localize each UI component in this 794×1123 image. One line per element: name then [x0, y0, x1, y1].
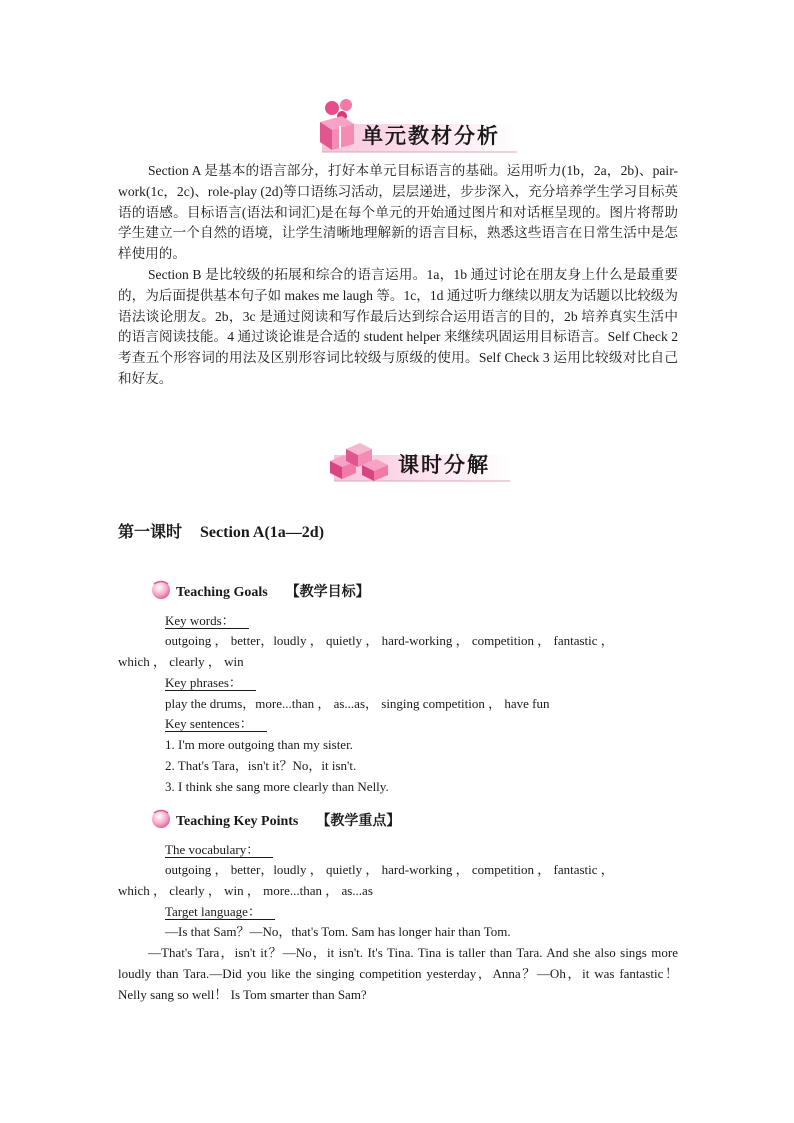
- unit-analysis-banner: [0, 96, 794, 156]
- intro-text: [118, 161, 678, 390]
- key-phrases-line: play the drums，more...than ， as...as， singing competition ， have fun: [165, 696, 550, 711]
- teaching-key-points-heading: [150, 807, 400, 830]
- target-language-label: Target language：: [165, 902, 275, 922]
- intro-paragraph-2: Section B 是比较级的拓展和综合的语言运用。1a，1b 通过讨论在朋友身上什么是最重要的，为后面提供基本句子如 makes me laugh 等。1c，1d 通过听力继续以朋友为话题以比较级为语法谈论朋友。2b，3c 是通过阅读和写作最后达到综合运用语言的目的，2b 培养真实生活中的语言阅读技能。4 通过谈论谁是合适的 student helper 来继续巩固运用目标语言。Self Check 2 考查五个形容词的用法及区别形容词比较级与原级的使用。Self Check 3 运用比较级对比自己和好友。: [118, 266, 678, 386]
- key-words-line-1: outgoing ， better，loudly ， quietly ， hard-working ， competition ， fantastic ，: [165, 633, 614, 648]
- lesson-breakdown-title: 课时分解: [398, 453, 490, 477]
- key-sentence-3: 3. I think she sang more clearly than Nelly.: [165, 779, 389, 794]
- unit-analysis-title: 单元教材分析: [362, 124, 500, 148]
- peach-ball-icon: [150, 578, 172, 600]
- vocabulary-line-1: outgoing ， better，loudly ， quietly ， hard-working ， competition ， fantastic ，: [165, 862, 614, 877]
- vocabulary-label: The vocabulary：: [165, 840, 273, 860]
- lesson-section: Section A(1a—2d): [200, 524, 325, 541]
- lesson-title: [118, 519, 324, 542]
- intro-paragraph-1: Section A 是基本的语言部分，打好本单元目标语言的基础。运用听力(1b，2a，2b)、pair-work(1c，2c)、role-play (2d)等口语练习活动，层层递进，步步深入，充分培养学生学习目标英语的语感。目标语言(语法和词汇)是在每个单元的开始通过图片和对话框呈现的。图片将帮助学生建立一个自然的语境，让学生清晰地理解新的语言目标，熟悉这些语言在日常生活中是怎样使用的。: [118, 163, 678, 262]
- peach-ball-icon: [150, 807, 172, 829]
- teaching-goals-label: Teaching Goals: [176, 585, 268, 600]
- lesson-breakdown-banner: [0, 433, 794, 493]
- key-words-label: Key words：: [165, 611, 249, 631]
- teaching-goals-cn: 【教学目标】: [285, 585, 370, 600]
- key-sentences-label: Key sentences：: [165, 714, 267, 734]
- target-language-line-1: —Is that Sam？—No，that's Tom. Sam has longer hair than Tom.: [165, 924, 511, 939]
- teaching-goals-heading: [150, 578, 370, 601]
- target-language-dialogue: —That's Tara，isn't it？—No，it isn't. It's Tina. Tina is taller than Tara. And she also sings more loudly than Tara.—Did you like the singing competition yesterday，Anna？—Oh，it was fantastic！ Nelly sang so well！ Is Tom smarter than Sam?: [118, 945, 678, 1002]
- key-sentence-2: 2. That's Tara，isn't it？No，it isn't.: [165, 758, 357, 773]
- key-sentence-1: 1. I'm more outgoing than my sister.: [165, 737, 353, 752]
- key-words-line-2: which ， clearly ， win: [118, 654, 244, 669]
- teaching-key-points-label: Teaching Key Points: [176, 814, 299, 829]
- lesson-number: 第一课时: [118, 524, 183, 541]
- teaching-key-points-cn: 【教学重点】: [316, 814, 401, 829]
- vocabulary-line-2: which ， clearly ， win ， more...than ， as...as: [118, 883, 373, 898]
- key-phrases-label: Key phrases：: [165, 673, 256, 693]
